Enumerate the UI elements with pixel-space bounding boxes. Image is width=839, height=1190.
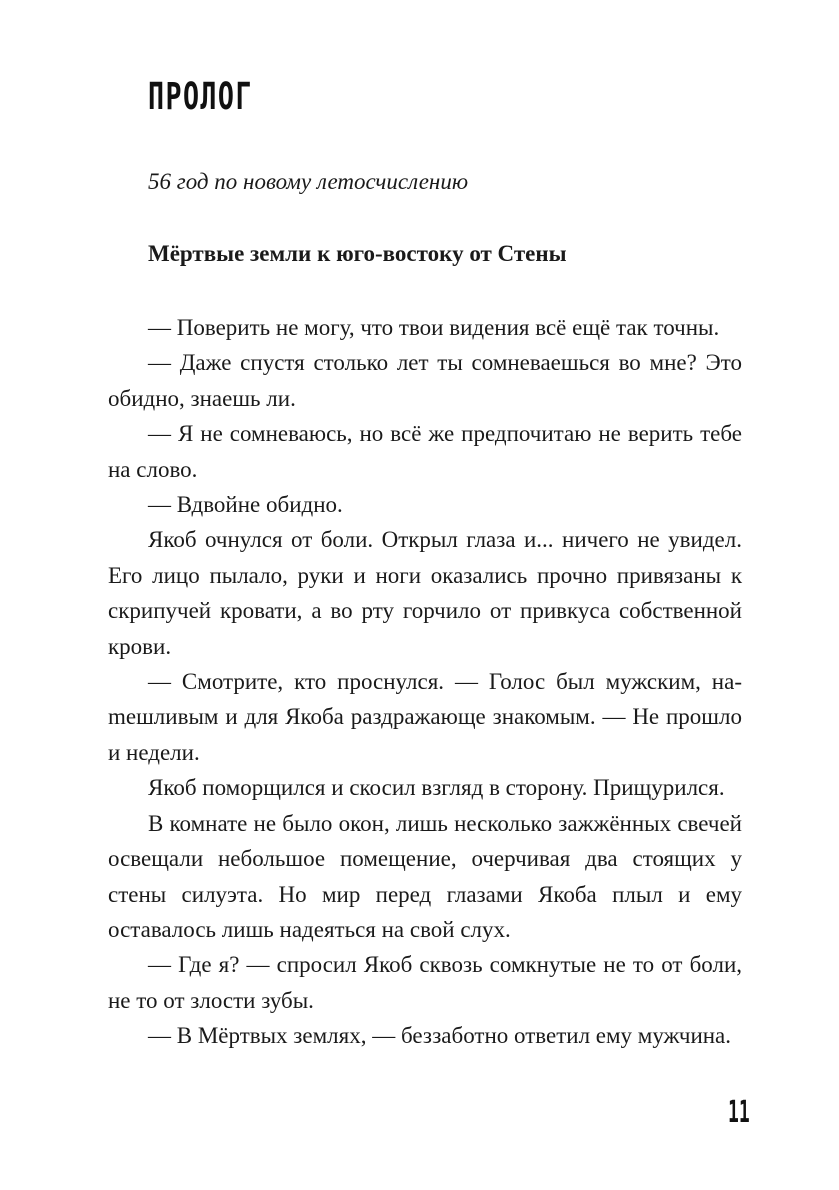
paragraph: — Даже спустя столько лет ты сомневаешься во мне? Это обидно, знаешь ли. — [108, 350, 742, 411]
paragraph: — Где я? — спросил Якоб сквозь сомкнутые не то от боли, не то от злости зубы. — [108, 952, 742, 1013]
chapter-title: ПРОЛОГ — [148, 75, 253, 118]
paragraph: — Поверить не могу, что твои видения всё ещё так точны. — [148, 315, 720, 340]
page-number: 11 — [728, 1095, 750, 1130]
scene-location-heading: Мёртвые земли к юго-востоку от Стены — [148, 241, 567, 266]
paragraph: Якоб поморщился и скосил взгляд в сторону. Прищурился. — [148, 775, 725, 801]
paragraph: — Смотрите, кто проснулся. — Голос был мужским, наmешливым и для Якоба раздражающе знакомым. — Не прошло и недели. — [108, 669, 742, 765]
paragraph: — Я не сомневаюсь, но всё же предпочитаю не верить тебе на слово. — [108, 421, 742, 482]
paragraph: Якоб очнулся от боли. Открыл глаза и... ничего не увидел. Его лицо пылало, руки и ноги оказались прочно привязаны к скрипучей кровати, а во рту горчило от привкуса собственной крови. — [108, 527, 742, 659]
chapter-date-subtitle: 56 год по новому летосчислению — [148, 169, 469, 194]
paragraph: В комнате не было окон, лишь несколько зажжённых свечей освещали небольшое помещение, очерчивая два стоящих у стены силуэта. Но мир перед глазами Якоба плыл и ему оставалось лишь надеяться на свой слух. — [108, 810, 742, 942]
paragraph: — В Мёртвых землях, — беззаботно ответил ему мужчина. — [148, 1023, 732, 1049]
paragraph: — Вдвойне обидно. — [148, 492, 343, 518]
body-text — [108, 310, 742, 1054]
